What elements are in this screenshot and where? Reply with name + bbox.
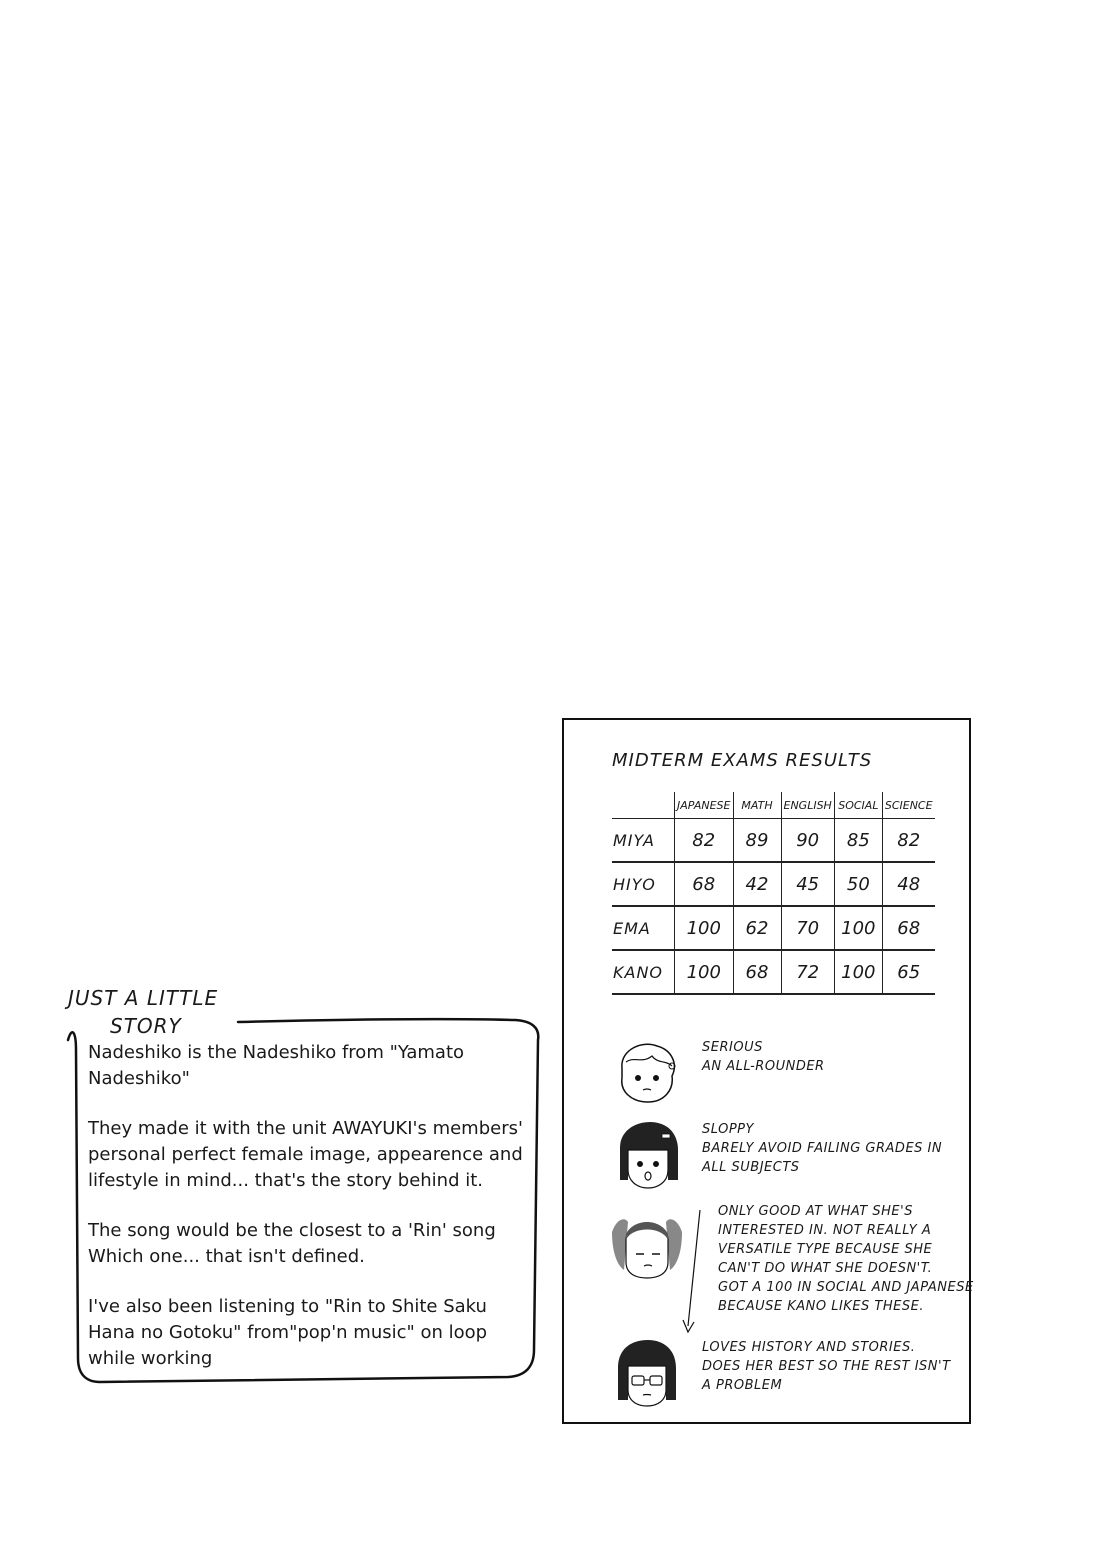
score-cell: 82 [675, 819, 734, 863]
score-cell: 85 [834, 819, 882, 863]
description-line: BECAUSE KANO LIKES THESE. [718, 1299, 924, 1314]
character-face-icon [612, 1120, 682, 1190]
column-header: SCIENCE [882, 792, 934, 819]
table-row [612, 950, 935, 994]
score-cell: 100 [675, 906, 734, 950]
description-line: VERSATILE TYPE BECAUSE SHE [718, 1242, 933, 1257]
story-title-line1: JUST A LITTLE [68, 986, 219, 1010]
column-header: ENGLISH [781, 792, 834, 819]
description-line: AN ALL-ROUNDER [702, 1059, 825, 1074]
table-row [612, 862, 935, 906]
score-cell: 90 [781, 819, 834, 863]
character-entry-ema [612, 1202, 974, 1322]
story-paragraph: Nadeshiko is the Nadeshiko from "Yamato Nadeshiko" [88, 1042, 465, 1089]
description-line: DOES HER BEST SO THE REST ISN'T [702, 1359, 951, 1374]
corner-cell [612, 792, 675, 819]
arrow-icon [682, 1208, 704, 1338]
student-name: MIYA [612, 819, 675, 863]
student-name: KANO [612, 950, 675, 994]
character-face-icon [612, 1038, 682, 1108]
score-cell: 68 [882, 906, 934, 950]
student-name: HIYO [612, 862, 675, 906]
description-line: SERIOUS [702, 1040, 763, 1055]
story-paragraph: I've also been listening to "Rin to Shite Saku Hana no Gotoku" from"pop'n music" on loop while working [88, 1296, 488, 1369]
character-description [702, 1338, 972, 1395]
score-cell: 48 [882, 862, 934, 906]
description-line: ALL SUBJECTS [702, 1160, 800, 1175]
character-entry-kano [612, 1338, 951, 1410]
score-cell: 72 [781, 950, 834, 994]
description-line: BARELY AVOID FAILING GRADES IN [702, 1141, 943, 1156]
score-cell: 42 [733, 862, 781, 906]
score-cell: 45 [781, 862, 834, 906]
table-row [612, 819, 935, 863]
character-description [718, 1202, 988, 1316]
character-description [702, 1120, 972, 1177]
description-line: INTERESTED IN. NOT REALLY A [718, 1223, 932, 1238]
description-line: ONLY GOOD AT WHAT SHE'S [718, 1204, 913, 1219]
score-cell: 100 [834, 906, 882, 950]
column-header: JAPANESE [675, 792, 734, 819]
student-name: EMA [612, 906, 675, 950]
score-cell: 62 [733, 906, 781, 950]
score-cell: 50 [834, 862, 882, 906]
score-cell: 68 [733, 950, 781, 994]
description-line: GOT A 100 IN SOCIAL AND JAPANESE [718, 1280, 974, 1295]
description-line: A PROBLEM [702, 1378, 783, 1393]
score-cell: 100 [834, 950, 882, 994]
character-face-icon [612, 1338, 682, 1408]
description-line: SLOPPY [702, 1122, 754, 1137]
exam-results-table [612, 792, 935, 995]
story-body [88, 1040, 528, 1396]
story-paragraph: They made it with the unit AWAYUKI's members' personal perfect female image, appearence and lifestyle in mind... that's the story behind it. [88, 1118, 523, 1191]
description-line: CAN'T DO WHAT SHE DOESN'T. [718, 1261, 933, 1276]
score-cell: 70 [781, 906, 834, 950]
story-paragraph: The song would be the closest to a 'Rin' song Which one... that isn't defined. [88, 1220, 496, 1267]
score-cell: 100 [675, 950, 734, 994]
score-cell: 82 [882, 819, 934, 863]
results-card [562, 718, 974, 1424]
score-cell: 89 [733, 819, 781, 863]
description-line: LOVES HISTORY AND STORIES. [702, 1340, 916, 1355]
score-cell: 68 [675, 862, 734, 906]
exam-title: MIDTERM EXAMS RESULTS [612, 750, 873, 771]
column-header: SOCIAL [834, 792, 882, 819]
character-entry-miya [612, 1038, 932, 1108]
column-header: MATH [733, 792, 781, 819]
score-cell: 65 [882, 950, 934, 994]
character-face-icon [612, 1210, 682, 1280]
character-entry-hiyo [612, 1120, 943, 1192]
table-row [612, 906, 935, 950]
story-title-line2: STORY [110, 1014, 182, 1038]
table-header-row [612, 792, 935, 819]
character-description [702, 1038, 972, 1076]
